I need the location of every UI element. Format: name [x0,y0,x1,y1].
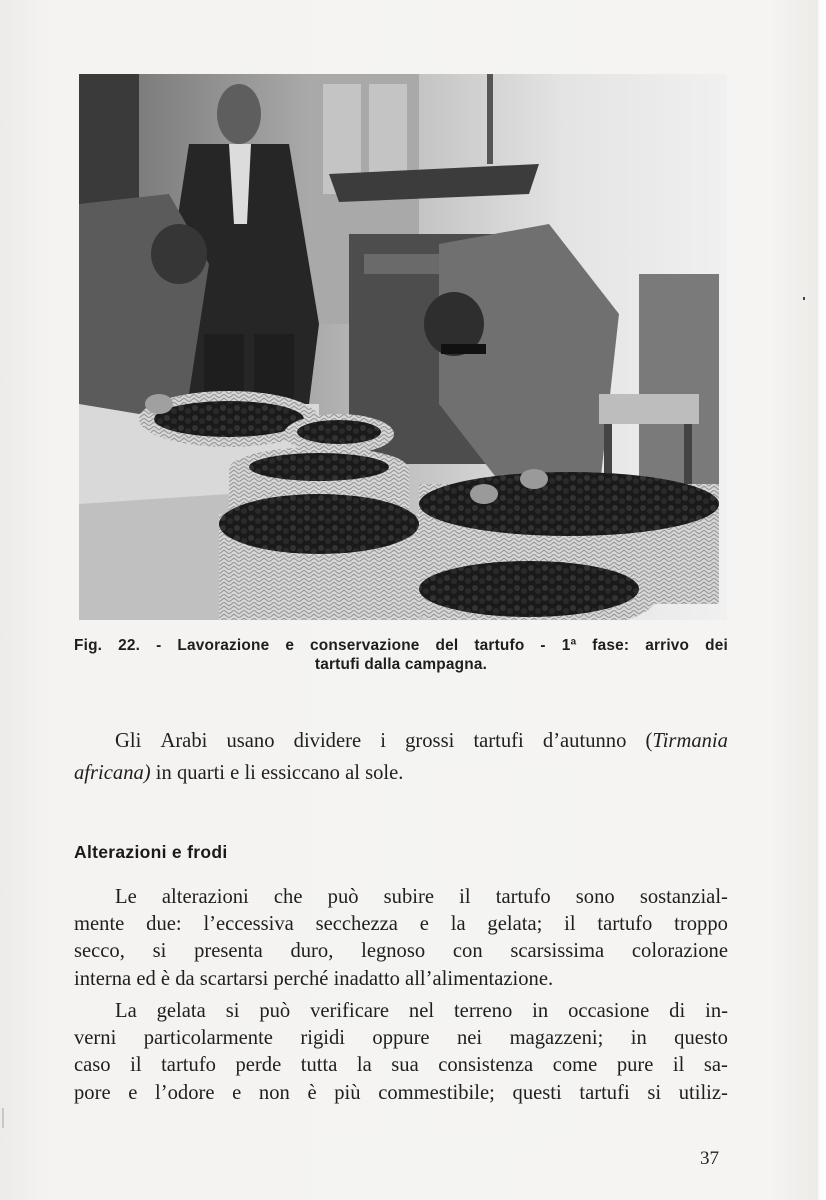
caption-word: - [156,637,162,654]
paragraph-word: colorazione [631,940,728,963]
paragraph-word: tartufo [495,886,551,908]
paragraph-line [74,1080,728,1107]
paragraph-word: secco, [74,940,125,963]
paragraph-word: pore [74,1081,111,1104]
paragraph-word: Arabi [160,730,208,752]
caption-word: - [540,637,546,654]
paragraph-word: può [327,886,359,908]
paragraph-word: usano [226,730,275,752]
paragraph-word: secchezza [315,913,398,936]
paragraph-word: la [450,913,466,936]
paragraph-word: sono [575,886,615,908]
paragraph-line [74,1025,728,1052]
paragraph-word: tartufo [161,1054,216,1077]
paragraph-word: verificare [310,1000,389,1022]
paragraph-word: magazzeni; [509,1027,604,1050]
paragraph-word: particolarmente [143,1027,273,1050]
paragraph-word: il [564,913,576,936]
paragraph-word: nei [456,1027,483,1050]
paragraph-word: che [273,886,303,908]
paragraph-word: utiliz- [678,1081,728,1104]
paragraph-word: l’odore [155,1081,215,1104]
paragraph-line [74,884,728,911]
paragraph-word: non [258,1081,290,1104]
paragraph-word: sostanzial- [639,886,728,908]
paragraph-line [74,938,728,965]
paragraph-word: d’autunno [542,730,627,752]
page-edge [818,0,826,1200]
paragraph-line-rest: in quarti e li essiccano al sole. [150,762,404,784]
paragraph-word: in [630,1027,647,1050]
paragraph-word: alterazioni [161,886,249,908]
paragraph-word: terreno [453,1000,513,1022]
paragraph-word: più [334,1081,361,1104]
paragraph-word: mente [74,913,125,936]
paragraph-word: questo [674,1027,728,1050]
paragraph-word: (Tirmania [645,730,728,752]
paragraph-word: grossi [405,730,455,752]
paragraph-word: il [130,1054,142,1077]
figure-caption [74,636,728,674]
paragraph-word: La [115,1000,137,1022]
caption-word: conservazione [310,637,420,654]
caption-line-1 [74,636,728,655]
paragraph-line [74,725,728,757]
paragraph-word: può [259,1000,291,1022]
paragraph-word: è [307,1081,317,1104]
paragraph-word: il [459,886,471,908]
paragraph-word: gelata; [487,913,543,936]
paragraph-word: Gli [115,730,142,752]
paragraph-word: si [152,940,167,963]
paragraph-word: il [672,1054,685,1077]
paragraph-line [74,911,728,938]
paragraph-word: in [532,1000,549,1022]
caption-word: Fig. [74,637,103,654]
paragraph-word: Le [115,886,137,908]
caption-word: fase: [592,637,630,654]
paragraph-gelata [74,998,728,1107]
figure-photo [79,74,727,620]
caption-word: 1ª [561,637,577,654]
paragraph-word: e [419,913,429,936]
paragraph-word: duro, [290,940,334,963]
italic-species: africana) [74,762,151,784]
paragraph-word: rigidi [300,1027,345,1050]
paragraph-word: sua [391,1054,419,1077]
paragraph-word: e [232,1081,242,1104]
paragraph-word: pure [616,1054,654,1077]
paragraph-line: interna ed è da scartarsi perché inadatto all’alimentazione. [74,967,554,990]
paragraph-word: sa- [703,1054,728,1077]
paragraph-word: commestibile; [378,1081,495,1104]
paragraph-word: nel [408,1000,435,1022]
section-heading: Alterazioni e frodi [74,842,228,862]
paragraph-word: tartufi [579,1081,630,1104]
paragraph-word: la [356,1054,372,1077]
paragraph-alterazioni [74,884,728,993]
paragraph-word: troppo [674,913,728,936]
paragraph-word: con [452,940,483,963]
paragraph-line [74,1052,728,1079]
paragraph-word: subire [383,886,434,908]
caption-word: del [435,637,459,654]
paragraph-word: e [128,1081,138,1104]
print-speck [803,297,805,300]
paragraph-word: tutta [300,1054,338,1077]
paragraph-word: si [225,1000,240,1022]
caption-word: e [285,637,295,654]
paragraph-word: legnoso [361,940,426,963]
paragraph-word: in- [705,1000,728,1022]
paragraph-word: consistenza [438,1054,534,1077]
caption-word: Lavorazione [177,637,270,654]
paragraph-word: due: [146,913,182,936]
page-number: 37 [700,1148,719,1169]
paragraph-word: i [380,730,386,752]
paragraph-word: scarsissima [510,940,605,963]
paragraph-word: caso [74,1054,111,1077]
page-mark [2,1108,4,1128]
paragraph-word: gelata [156,1000,206,1022]
paragraph-word: tartufo [597,913,653,936]
paragraph-line [74,757,728,789]
paragraph-word: come [552,1054,598,1077]
paragraph-word: presenta [194,940,263,963]
caption-word: tartufo [474,637,525,654]
paragraph-word: tartufi [473,730,524,752]
paragraph-word: di [669,1000,686,1022]
caption-word: 22. [118,637,141,654]
paragraph-word: l’eccessiva [203,913,294,936]
paragraph-word: perde [235,1054,282,1077]
caption-word: arrivo [645,637,690,654]
caption-word: dei [705,637,728,654]
paragraph-word: verni [74,1027,117,1050]
paragraph-word: questi [512,1081,562,1104]
paragraph-word: dividere [293,730,362,752]
paragraph-line [74,998,728,1025]
paragraph-word: si [647,1081,662,1104]
paragraph-word: oppure [372,1027,430,1050]
caption-line-2: tartufi dalla campagna. [314,656,488,673]
paragraph-arabi [74,725,728,789]
paragraph-word: occasione [568,1000,650,1022]
